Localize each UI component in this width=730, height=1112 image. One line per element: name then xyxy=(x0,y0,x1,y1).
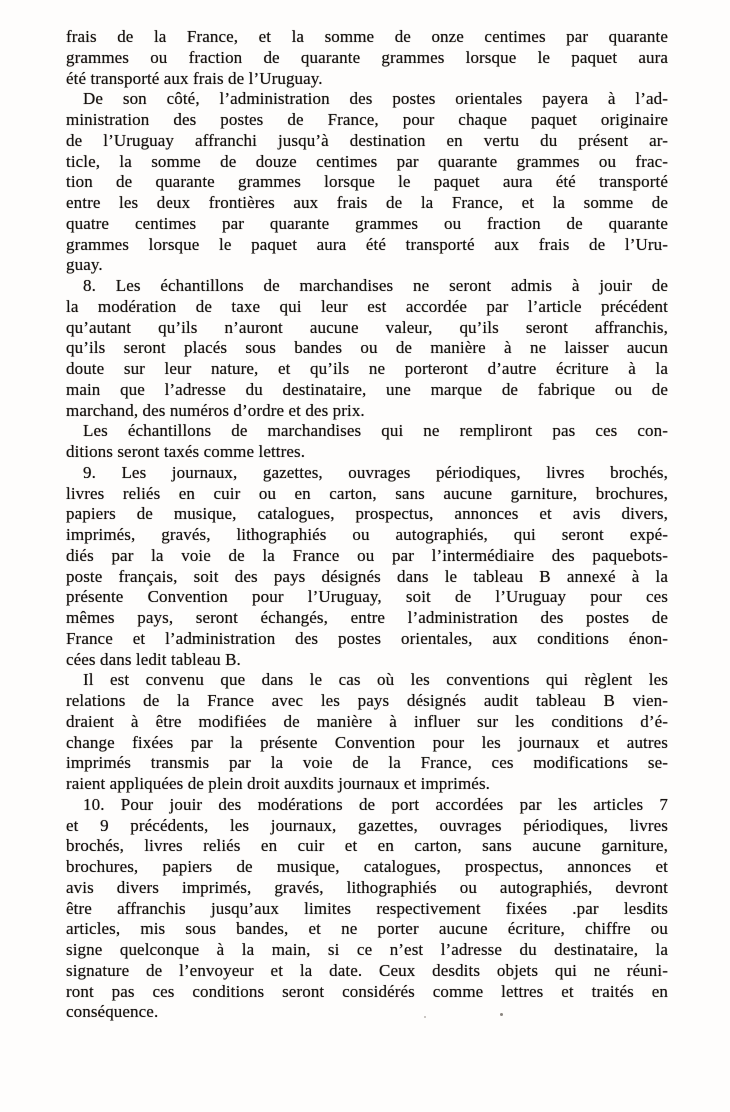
paragraph xyxy=(66,670,668,795)
text-line: poste français, soit des pays désignés dans le tableau B annexé à la xyxy=(66,566,668,586)
text-line: France et l’administration des postes orientales, aux conditions énon- xyxy=(66,628,668,648)
text-line: ticle, la somme de douze centimes par quarante grammes ou frac- xyxy=(66,151,668,171)
text-line: articles, mis sous bandes, et ne porter aucune écriture, chiffre ou xyxy=(66,919,668,939)
text-line: être affranchis jusqu’aux limites respectivement fixées .par lesdits xyxy=(66,898,668,918)
text-line: Il est convenu que dans le cas où les conventions qui règlent les xyxy=(83,670,668,690)
text-line: main que l’adresse du destinataire, une marque de fabrique ou de xyxy=(66,379,668,399)
text-line: change fixées par la présente Convention pour les journaux et autres xyxy=(66,732,668,752)
paragraph xyxy=(66,463,668,671)
text-line: ront pas ces conditions seront considérés comme lettres et traités en xyxy=(66,981,668,1001)
text-line: brochés, livres reliés en cuir et en carton, sans aucune garniture, xyxy=(66,836,668,856)
text-line: présente Convention pour l’Uruguay, soit de l’Uruguay pour ces xyxy=(66,587,668,607)
text-line: avis divers imprimés, gravés, lithographiés ou autographiés, devront xyxy=(66,877,668,897)
text-line: marchand, des numéros d’ordre et des prix. xyxy=(66,400,365,420)
text-line: raient appliquées de plein droit auxdits journaux et imprimés. xyxy=(66,774,491,793)
text-line: quatre centimes par quarante grammes ou fraction de quarante xyxy=(66,213,668,233)
text-line: doute sur leur nature, et qu’ils ne porteront d’autre écriture à la xyxy=(66,359,668,378)
text-line: grammes ou fraction de quarante grammes lorsque le paquet aura xyxy=(66,47,668,67)
text-line: entre les deux frontières aux frais de la France, et la somme de xyxy=(66,193,668,212)
text-line: cées dans ledit tableau B. xyxy=(66,649,241,669)
text-line: livres reliés en cuir ou en carton, sans aucune garniture, brochures, xyxy=(66,483,668,503)
text-line: qu’autant qu’ils n’auront aucune valeur, qu’ils seront affranchis, xyxy=(66,317,668,337)
text-line: mêmes pays, seront échangés, entre l’administration des postes de xyxy=(66,608,668,627)
text-line: 8. Les échantillons de marchandises ne seront admis à jouir de xyxy=(83,276,668,295)
text-line: signature de l’envoyeur et la date. Ceux desdits objets qui ne réuni- xyxy=(66,960,668,980)
paragraph xyxy=(66,795,668,1023)
text-line: ditions seront taxés comme lettres. xyxy=(66,442,306,461)
text-line: guay. xyxy=(66,255,103,275)
text-line: relations de la France avec les pays désignés audit tableau B vien- xyxy=(66,691,668,710)
paragraph xyxy=(66,89,668,276)
text-line: de l’Uruguay affranchi jusqu’à destination en vertu du présent ar- xyxy=(66,130,668,150)
text-line: 9. Les journaux, gazettes, ouvrages périodiques, livres brochés, xyxy=(83,462,668,482)
text-line: qu’ils seront placés sous bandes ou de manière à ne laisser aucun xyxy=(66,338,668,358)
text-line: la modération de taxe qui leur est accordée par l’article précédent xyxy=(66,296,668,316)
text-line: imprimés transmis par la voie de la France, ces modifications se- xyxy=(66,753,668,773)
text-block xyxy=(66,27,668,1023)
text-line: conséquence. xyxy=(66,1002,159,1022)
paragraph xyxy=(66,276,668,421)
text-line: été transporté aux frais de l’Uruguay. xyxy=(66,68,323,88)
text-line: draient à être modifiées de manière à influer sur les conditions d’é- xyxy=(66,711,668,731)
scan-speck xyxy=(424,1016,426,1018)
text-line: imprimés, gravés, lithographiés ou autographiés, qui seront expé- xyxy=(66,525,668,544)
paragraph xyxy=(66,27,668,89)
text-line: brochures, papiers de musique, catalogues, prospectus, annonces et xyxy=(66,857,668,876)
text-line: diés par la voie de la France ou par l’intermédiaire des paquebots- xyxy=(66,545,668,565)
text-line: signe quelconque à la main, si ce n’est l’adresse du destinataire, la xyxy=(66,940,668,959)
text-line: et 9 précédents, les journaux, gazettes, ouvrages périodiques, livres xyxy=(66,815,668,835)
text-line: De son côté, l’administration des postes orientales payera à l’ad- xyxy=(83,89,668,109)
text-line: Les échantillons de marchandises qui ne rempliront pas ces con- xyxy=(83,421,668,441)
text-line: 10. Pour jouir des modérations de port accordées par les articles 7 xyxy=(83,794,668,814)
scan-speck xyxy=(500,1013,503,1016)
paragraph xyxy=(66,421,668,463)
text-line: grammes lorsque le paquet aura été transporté aux frais de l’Uru- xyxy=(66,234,668,254)
text-line: frais de la France, et la somme de onze centimes par quarante xyxy=(66,27,668,46)
text-line: tion de quarante grammes lorsque le paquet aura été transporté xyxy=(66,172,668,192)
text-line: papiers de musique, catalogues, prospectus, annonces et avis divers, xyxy=(66,504,668,524)
text-line: ministration des postes de France, pour chaque paquet originaire xyxy=(66,110,668,129)
